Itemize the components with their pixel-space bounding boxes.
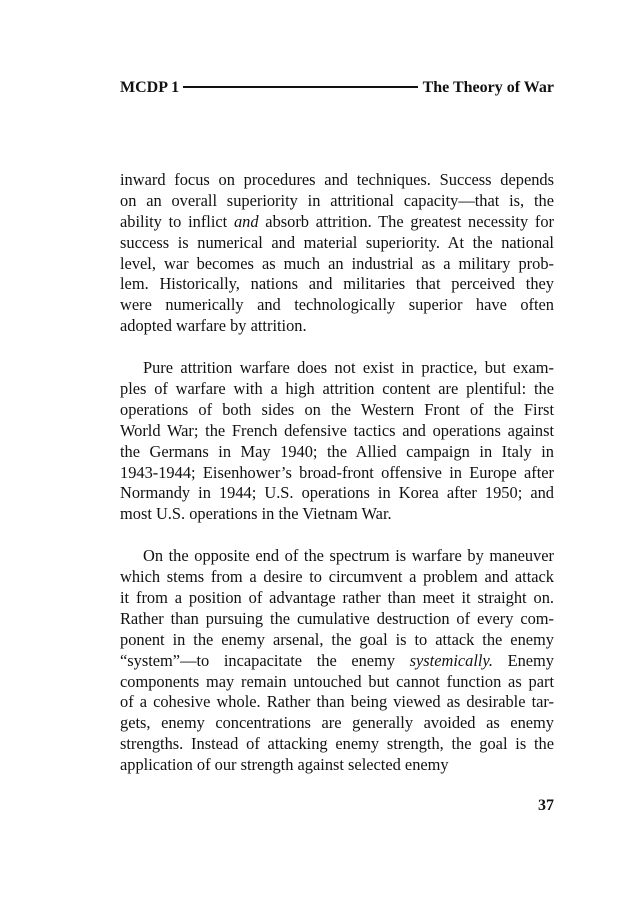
text-line: ponent in the enemy arsenal, the goal is to attack the enemy [120, 629, 554, 649]
text-line: ples of warfare with a high attrition content are plentiful: the [120, 379, 554, 399]
text-line: lem. Historically, nations and militaries that perceived they [120, 274, 554, 294]
chapter-title: The Theory of War [422, 79, 554, 96]
text-line: of a cohesive whole. Rather than being viewed as desirable tar- [120, 692, 554, 712]
text-line: level, war becomes as much an industrial as a military prob- [120, 253, 554, 273]
text-line: application of our strength against selected enemy [120, 755, 449, 775]
publication-label: MCDP 1 [120, 79, 180, 96]
paragraph [120, 546, 554, 776]
body-text [120, 170, 554, 797]
paragraph [120, 358, 554, 525]
text-line: which stems from a desire to circumvent a problem and attack [120, 567, 554, 587]
text-line: Normandy in 1944; U.S. operations in Korea after 1950; and [120, 483, 554, 503]
header-rule [183, 86, 417, 88]
running-header [120, 78, 554, 98]
text-line: operations of both sides on the Western Front of the First [120, 399, 554, 419]
emphasis: systemically. [409, 650, 493, 670]
text-line: World War; the French defensive tactics and operations against [120, 420, 554, 440]
text-line: Rather than pursuing the cumulative destruction of every com- [120, 608, 554, 628]
text-line: the Germans in May 1940; the Allied campaign in Italy in [120, 441, 554, 461]
text-line: success is numerical and material superiority. At the national [120, 232, 554, 252]
text-line: components may remain untouched but cannot function as part [120, 671, 554, 691]
text-line: it from a position of advantage rather than meet it straight on. [120, 588, 554, 608]
text-line: “system”—to incapacitate the enemy systemically. Enemy [120, 650, 554, 670]
text-line: ability to inflict and absorb attrition. The greatest necessity for [120, 211, 554, 231]
text-line: gets, enemy concentrations are generally avoided as enemy [120, 713, 554, 733]
text-line: on an overall superiority in attritional capacity—that is, the [120, 190, 554, 210]
page-number: 37 [538, 797, 554, 814]
paragraph [120, 170, 554, 337]
text-line: 1943-1944; Eisenhower’s broad-front offensive in Europe after [120, 462, 554, 482]
text-line: most U.S. operations in the Vietnam War. [120, 504, 392, 524]
text-line: On the opposite end of the spectrum is warfare by maneuver [143, 546, 554, 566]
text-line: were numerically and technologically superior have often [120, 295, 554, 315]
text-line: Pure attrition warfare does not exist in practice, but exam- [143, 358, 554, 378]
emphasis: and [233, 211, 259, 231]
text-line: inward focus on procedures and techniques. Success depends [120, 170, 554, 189]
text-line: adopted warfare by attrition. [120, 316, 307, 336]
text-line: strengths. Instead of attacking enemy strength, the goal is the [120, 734, 554, 754]
